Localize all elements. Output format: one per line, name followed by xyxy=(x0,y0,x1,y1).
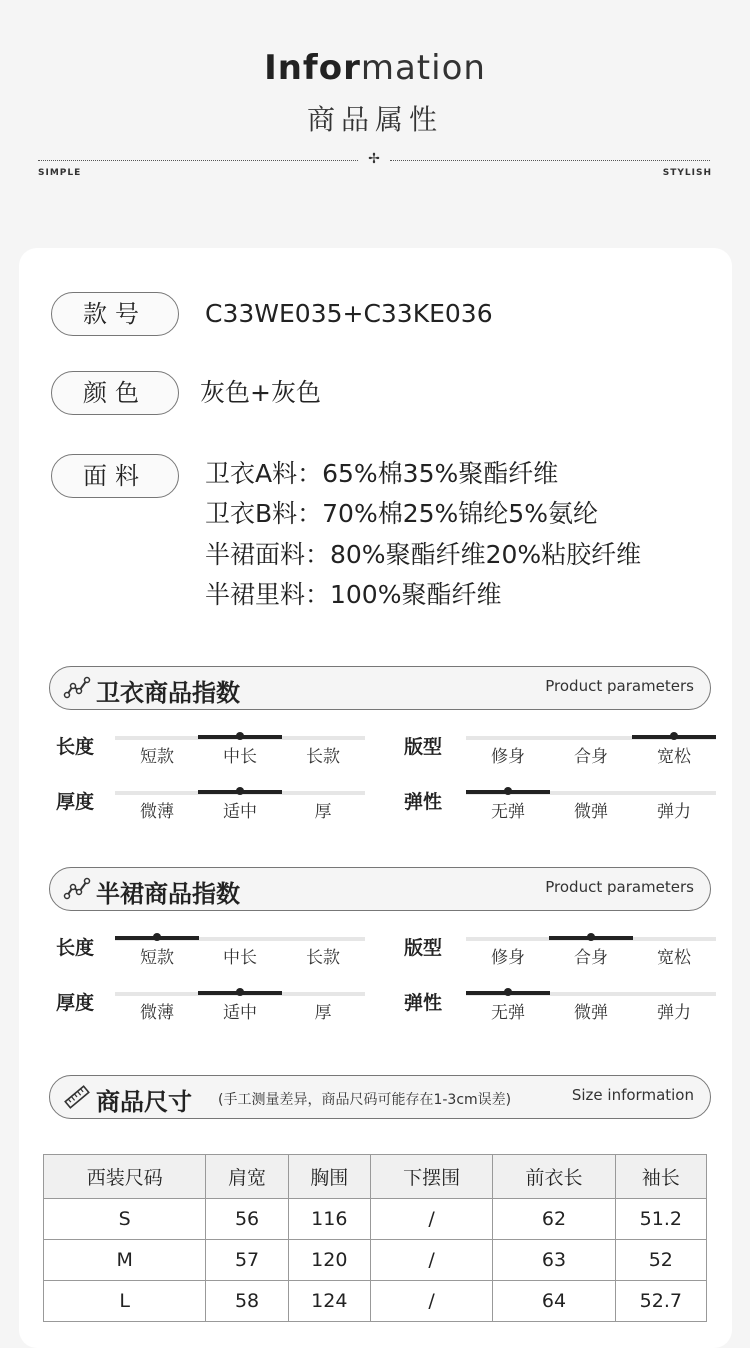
col-header: 胸围 xyxy=(288,1155,370,1199)
scale-selected-marker xyxy=(115,936,199,940)
scale-track xyxy=(466,992,716,996)
scale-option: 宽松 xyxy=(657,948,691,968)
table-row xyxy=(44,1240,707,1281)
scale-label: 厚度 xyxy=(56,791,95,813)
fabric-line: 卫衣A料：65%棉35%聚酯纤维 xyxy=(205,459,559,488)
table-cell: 52 xyxy=(615,1240,706,1281)
tag-stylish: STYLISH xyxy=(662,168,712,178)
table-cell: L xyxy=(44,1281,206,1322)
scale-option: 微薄 xyxy=(140,1003,174,1023)
scale-option: 合身 xyxy=(574,747,608,767)
table-cell: 116 xyxy=(288,1199,370,1240)
table-cell: S xyxy=(44,1199,206,1240)
scale-option: 适中 xyxy=(223,802,257,822)
scale-option: 长款 xyxy=(306,948,340,968)
attr-value-color: 灰色+灰色 xyxy=(200,378,321,407)
col-header: 袖长 xyxy=(615,1155,706,1199)
scale-label: 弹性 xyxy=(404,791,443,813)
scale-track xyxy=(115,736,365,740)
scale-track xyxy=(466,791,716,795)
table-cell: 56 xyxy=(206,1199,288,1240)
section-title-en: Size information xyxy=(571,1086,694,1104)
section-title-en: Product parameters xyxy=(545,677,694,695)
scale-option: 宽松 xyxy=(657,747,691,767)
scale-label: 长度 xyxy=(56,937,95,959)
table-cell: 57 xyxy=(206,1240,288,1281)
table-cell: / xyxy=(370,1240,492,1281)
table-header-row xyxy=(44,1155,707,1199)
scale-label: 厚度 xyxy=(56,992,95,1014)
scale-option: 修身 xyxy=(491,747,525,767)
scale-option: 无弹 xyxy=(491,802,525,822)
line-chart-icon xyxy=(64,878,90,900)
section-header-size xyxy=(49,1075,711,1119)
table-cell: / xyxy=(370,1199,492,1240)
attr-value-style-no: C33WE035+C33KE036 xyxy=(205,299,493,328)
scale-option: 中长 xyxy=(223,747,257,767)
scale-option: 无弹 xyxy=(491,1003,525,1023)
line-chart-icon xyxy=(64,677,90,699)
fabric-line: 半裙里料：100%聚酯纤维 xyxy=(205,580,502,609)
divider-right xyxy=(390,160,710,161)
scale-selected-marker xyxy=(632,735,716,739)
scale-selected-marker xyxy=(198,991,282,995)
scale-selected-marker xyxy=(198,735,282,739)
scale-option: 合身 xyxy=(574,948,608,968)
col-header: 西装尺码 xyxy=(44,1155,206,1199)
scale-option: 微弹 xyxy=(574,802,608,822)
scale-option: 弹力 xyxy=(657,802,691,822)
section-title: 商品尺寸 xyxy=(96,1088,192,1116)
section-header-top xyxy=(49,666,711,710)
section-header-skirt xyxy=(49,867,711,911)
table-cell: M xyxy=(44,1240,206,1281)
scale-option: 厚 xyxy=(314,1003,332,1023)
table-cell: 124 xyxy=(288,1281,370,1322)
size-note: (手工测量差异，商品尺码可能存在1-3cm误差) xyxy=(218,1092,512,1108)
col-header: 前衣长 xyxy=(493,1155,615,1199)
scale-selected-marker xyxy=(466,991,550,995)
table-cell: 62 xyxy=(493,1199,615,1240)
table-cell: 52.7 xyxy=(615,1281,706,1322)
scale-track xyxy=(115,992,365,996)
scale-option: 弹力 xyxy=(657,1003,691,1023)
section-title: 半裙商品指数 xyxy=(96,880,240,908)
scale-option: 微薄 xyxy=(140,802,174,822)
scale-option: 短款 xyxy=(140,948,174,968)
section-title-en: Product parameters xyxy=(545,878,694,896)
scale-selected-marker xyxy=(466,790,550,794)
scale-label: 版型 xyxy=(404,937,443,959)
scale-option: 厚 xyxy=(314,802,332,822)
scale-label: 版型 xyxy=(404,736,443,758)
page-title: Information xyxy=(264,48,486,88)
scale-track xyxy=(115,937,365,941)
scale-track xyxy=(466,937,716,941)
scale-track xyxy=(466,736,716,740)
table-cell: 51.2 xyxy=(615,1199,706,1240)
page-subtitle: 商品属性 xyxy=(306,103,443,136)
scale-label: 长度 xyxy=(56,736,95,758)
attr-label-style-no: 款号 xyxy=(51,292,179,336)
ruler-icon xyxy=(64,1086,90,1108)
cross-ornament-icon: ✢ xyxy=(368,151,380,167)
divider-left xyxy=(38,160,358,161)
col-header: 下摆围 xyxy=(370,1155,492,1199)
tag-simple: SIMPLE xyxy=(38,168,82,178)
table-cell: 58 xyxy=(206,1281,288,1322)
table-cell: / xyxy=(370,1281,492,1322)
scale-option: 长款 xyxy=(306,747,340,767)
scale-option: 中长 xyxy=(223,948,257,968)
table-row xyxy=(44,1199,707,1240)
table-cell: 120 xyxy=(288,1240,370,1281)
table-cell: 64 xyxy=(493,1281,615,1322)
attr-label-fabric: 面料 xyxy=(51,454,179,498)
size-table xyxy=(43,1154,707,1322)
section-title: 卫衣商品指数 xyxy=(96,679,240,707)
col-header: 肩宽 xyxy=(206,1155,288,1199)
scale-option: 修身 xyxy=(491,948,525,968)
scale-option: 短款 xyxy=(140,747,174,767)
scale-selected-marker xyxy=(198,790,282,794)
attr-label-color: 颜色 xyxy=(51,371,179,415)
table-cell: 63 xyxy=(493,1240,615,1281)
fabric-line: 卫衣B料：70%棉25%锦纶5%氨纶 xyxy=(205,499,598,528)
fabric-line: 半裙面料：80%聚酯纤维20%粘胶纤维 xyxy=(205,540,642,569)
scale-track xyxy=(115,791,365,795)
scale-option: 适中 xyxy=(223,1003,257,1023)
scale-label: 弹性 xyxy=(404,992,443,1014)
scale-option: 微弹 xyxy=(574,1003,608,1023)
scale-selected-marker xyxy=(549,936,633,940)
table-row xyxy=(44,1281,707,1322)
